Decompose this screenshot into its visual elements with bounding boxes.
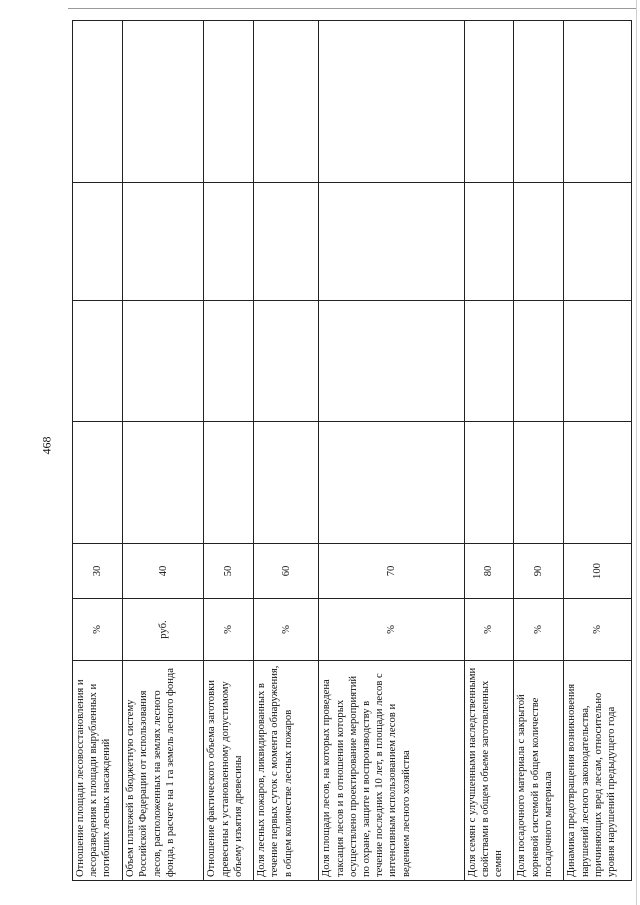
indicator-name: Доля семян с улучшенными наследственными свойствами в общем объеме заготовленных семян: [464, 661, 514, 881]
indicator-code: 70: [319, 544, 464, 599]
indicator-unit: руб.: [123, 599, 204, 661]
indicator-code: 80: [464, 544, 514, 599]
indicator-unit: %: [464, 599, 514, 661]
table-row: [514, 21, 564, 881]
scan-edge-right: [636, 0, 637, 905]
indicator-name: Доля посадочного материала с закрытой корневой системой в общем количестве посадочного материала: [514, 661, 564, 881]
empty-cell: [464, 21, 514, 183]
page-number: 468: [39, 436, 54, 455]
indicator-table-rotated: [72, 21, 632, 881]
indicator-name: Динамика предотвращения возникновения нарушений лесного законодательства, причиняющих вред лесам, относительно уровня нарушений предыдущего года: [564, 661, 632, 881]
empty-cell: [564, 422, 632, 544]
empty-cell: [514, 301, 564, 422]
empty-cell: [73, 422, 123, 544]
indicator-code: 60: [254, 544, 319, 599]
empty-cell: [254, 422, 319, 544]
empty-cell: [73, 21, 123, 183]
indicator-unit: %: [254, 599, 319, 661]
indicator-unit: %: [73, 599, 123, 661]
empty-cell: [254, 183, 319, 301]
table-row: [123, 21, 204, 881]
empty-cell: [464, 422, 514, 544]
indicator-unit: %: [514, 599, 564, 661]
table-row: [464, 21, 514, 881]
indicator-name: Отношение площади лесовосстановления и лесоразведения к площади вырубленных и погибших лесных насаждений: [73, 661, 123, 881]
indicator-unit: %: [564, 599, 632, 661]
empty-cell: [514, 422, 564, 544]
empty-cell: [514, 183, 564, 301]
empty-cell: [204, 183, 254, 301]
table-row: [204, 21, 254, 881]
empty-cell: [564, 21, 632, 183]
empty-cell: [319, 301, 464, 422]
empty-cell: [204, 301, 254, 422]
empty-cell: [254, 301, 319, 422]
empty-cell: [254, 21, 319, 183]
empty-cell: [73, 301, 123, 422]
indicator-name: Объем платежей в бюджетную систему Российской Федерации от использования лесов, расположенных на землях лесного фонда, в расчете на 1 га земель лесного фонда: [123, 661, 204, 881]
table-row: [254, 21, 319, 881]
indicator-code: 30: [73, 544, 123, 599]
empty-cell: [123, 21, 204, 183]
table-row: [564, 21, 632, 881]
empty-cell: [514, 21, 564, 183]
indicator-code: 100: [564, 544, 632, 599]
empty-cell: [319, 21, 464, 183]
empty-cell: [319, 183, 464, 301]
table-row: [319, 21, 464, 881]
indicator-name: Отношение фактического объема заготовки древесины к установленному допустимому объему изъятия древесины: [204, 661, 254, 881]
indicator-code: 50: [204, 544, 254, 599]
empty-cell: [464, 183, 514, 301]
indicator-code: 90: [514, 544, 564, 599]
empty-cell: [564, 301, 632, 422]
indicator-name: Доля площади лесов, на которых проведена таксация лесов и в отношении которых осуществлено проектирование мероприятий по охране, защите и воспроизводству в течение последних 10 лет, в площади лесов с интенсивным использованием лесов и ведением лесного хозяйства: [319, 661, 464, 881]
empty-cell: [123, 183, 204, 301]
empty-cell: [564, 183, 632, 301]
indicator-unit: %: [319, 599, 464, 661]
indicator-code: 40: [123, 544, 204, 599]
empty-cell: [73, 183, 123, 301]
indicator-name: Доля лесных пожаров, ликвидированных в течение первых суток с момента обнаружения, в общем количестве лесных пожаров: [254, 661, 319, 881]
scan-edge-top: [68, 8, 636, 9]
empty-cell: [204, 21, 254, 183]
empty-cell: [204, 422, 254, 544]
empty-cell: [123, 422, 204, 544]
indicator-table: [72, 20, 632, 881]
table-row: [73, 21, 123, 881]
empty-cell: [319, 422, 464, 544]
empty-cell: [123, 301, 204, 422]
indicator-unit: %: [204, 599, 254, 661]
empty-cell: [464, 301, 514, 422]
